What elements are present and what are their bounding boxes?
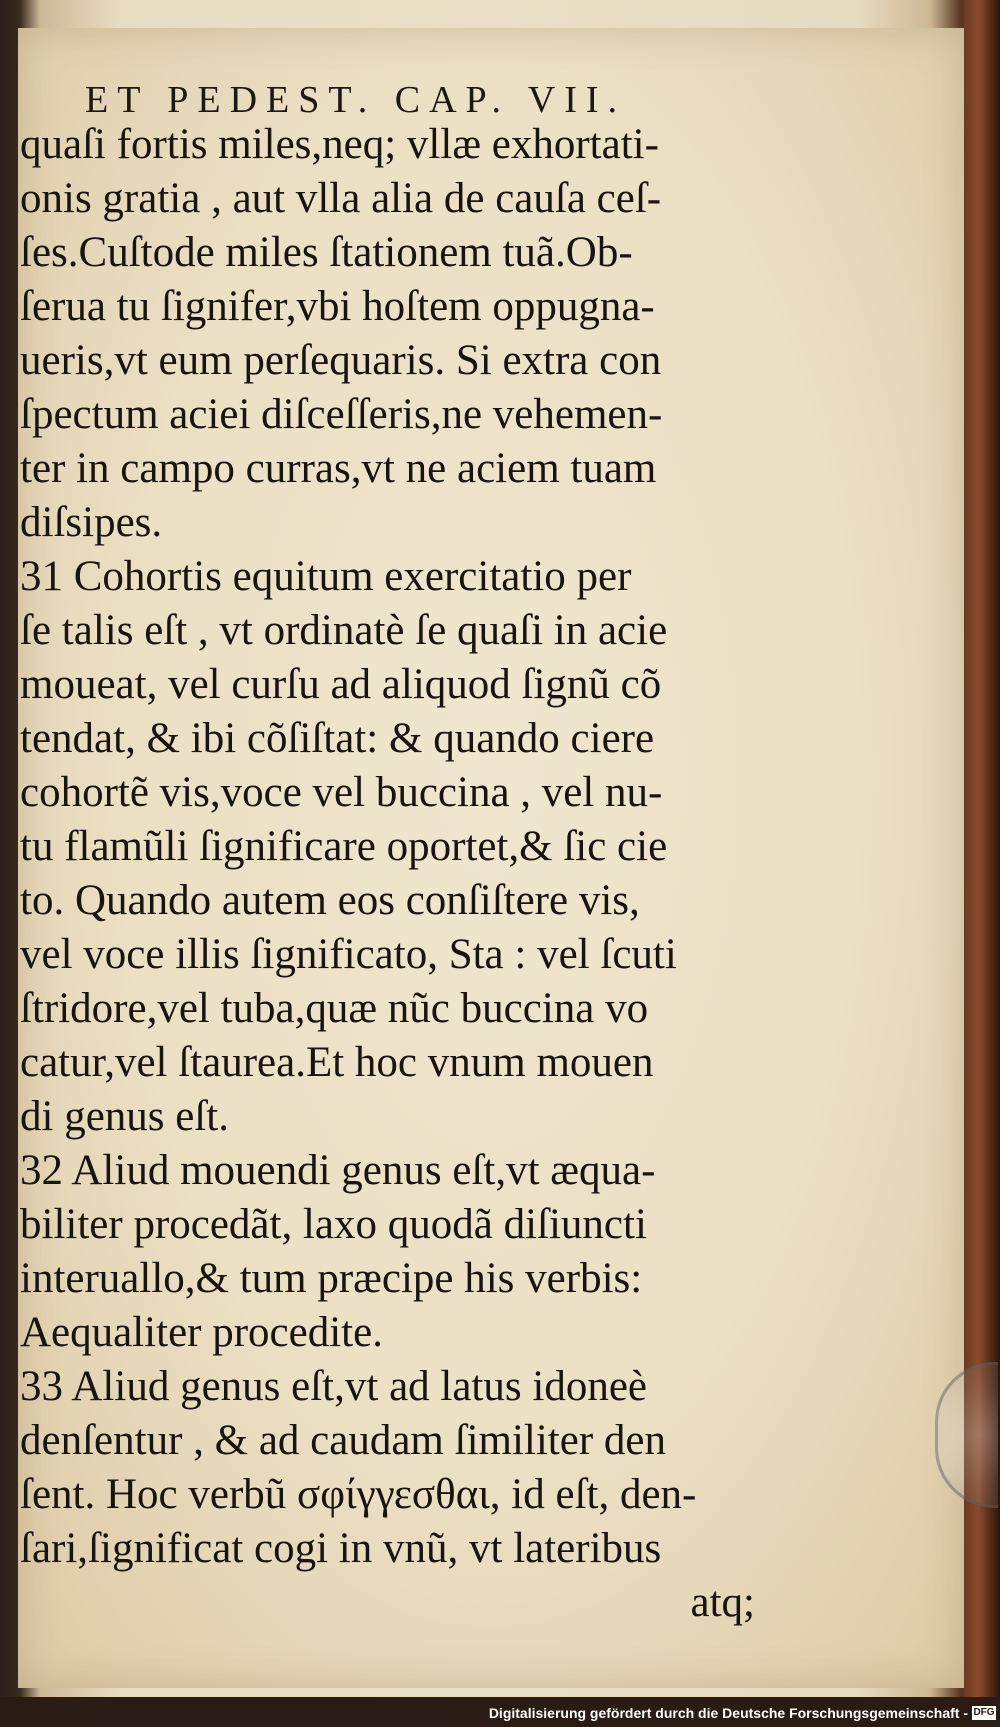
text-line: quaſi fortis miles,neq; vllæ exhortati-: [20, 121, 659, 168]
text-line: ueris,vt eum perſequaris. Si extra con: [20, 337, 662, 384]
text-line: to. Quando autem eos conſiſtere vis,: [20, 877, 640, 924]
text-line: ſent. Hoc verbũ σφίγγεσθαι, id eſt, den-: [20, 1471, 697, 1518]
text-line: di genus eſt.: [20, 1093, 229, 1140]
text-line: tendat, & ibi cõſiſtat: & quando ciere: [20, 715, 655, 762]
text-line: ter in campo curras,vt ne aciem tuam: [20, 445, 657, 492]
text-line: ſe talis eſt , vt ordinatè ſe quaſi in acie: [20, 607, 668, 654]
text-line: tu flamũli ſignificare oportet,& ſic cie: [20, 823, 668, 870]
text-line: 32 Aliud mouendi genus eſt,vt æqua-: [20, 1147, 656, 1194]
text-line: Aequaliter procedite.: [20, 1309, 383, 1356]
text-line: ſerua tu ſignifer,vbi hoſtem oppugna-: [20, 283, 655, 330]
text-line: 31 Cohortis equitum exercitatio per: [20, 553, 632, 600]
text-line: ſtridore,vel tuba,quæ nũc buccina vo: [20, 985, 649, 1032]
text-line: 33 Aliud genus eſt,vt ad latus idoneè: [20, 1363, 647, 1410]
text-line: cohortẽ vis,voce vel buccina , vel nu-: [20, 769, 663, 816]
text-line: ſpectum aciei diſceſſeris,ne vehemen-: [20, 391, 663, 438]
text-line: biliter procedãt, laxo quodã diſiuncti: [20, 1201, 647, 1248]
footer-bar: [0, 1697, 1000, 1727]
text-line: ſes.Cuſtode miles ſtationem tuã.Ob-: [20, 229, 633, 276]
catchword: atq;: [690, 1579, 755, 1626]
dfg-logo: DFG: [973, 1707, 995, 1718]
text-line: denſentur , & ad caudam ſimiliter den: [20, 1417, 666, 1464]
text-line: ſari,ſignificat cogi in vnũ, vt lateribus: [20, 1525, 662, 1572]
text-line: onis gratia , aut vlla alia de cauſa ceſ-: [20, 175, 662, 222]
text-line: vel voce illis ſignificato, Sta : vel ſcuti: [20, 931, 677, 978]
text-body: [20, 118, 755, 1630]
running-head: ET PEDEST. CAP. VII.: [85, 79, 627, 121]
text-line: diſsipes.: [20, 499, 163, 546]
funding-credit: Digitalisierung gefördert durch die Deutsche Forschungsgemeinschaft -: [488, 1705, 968, 1721]
text-line: moueat, vel curſu ad aliquod ſignũ cõ: [20, 661, 662, 708]
text-line: interuallo,& tum præcipe his verbis:: [20, 1255, 643, 1302]
text-line: catur,vel ſtaurea.Et hoc vnum mouen: [20, 1039, 654, 1086]
